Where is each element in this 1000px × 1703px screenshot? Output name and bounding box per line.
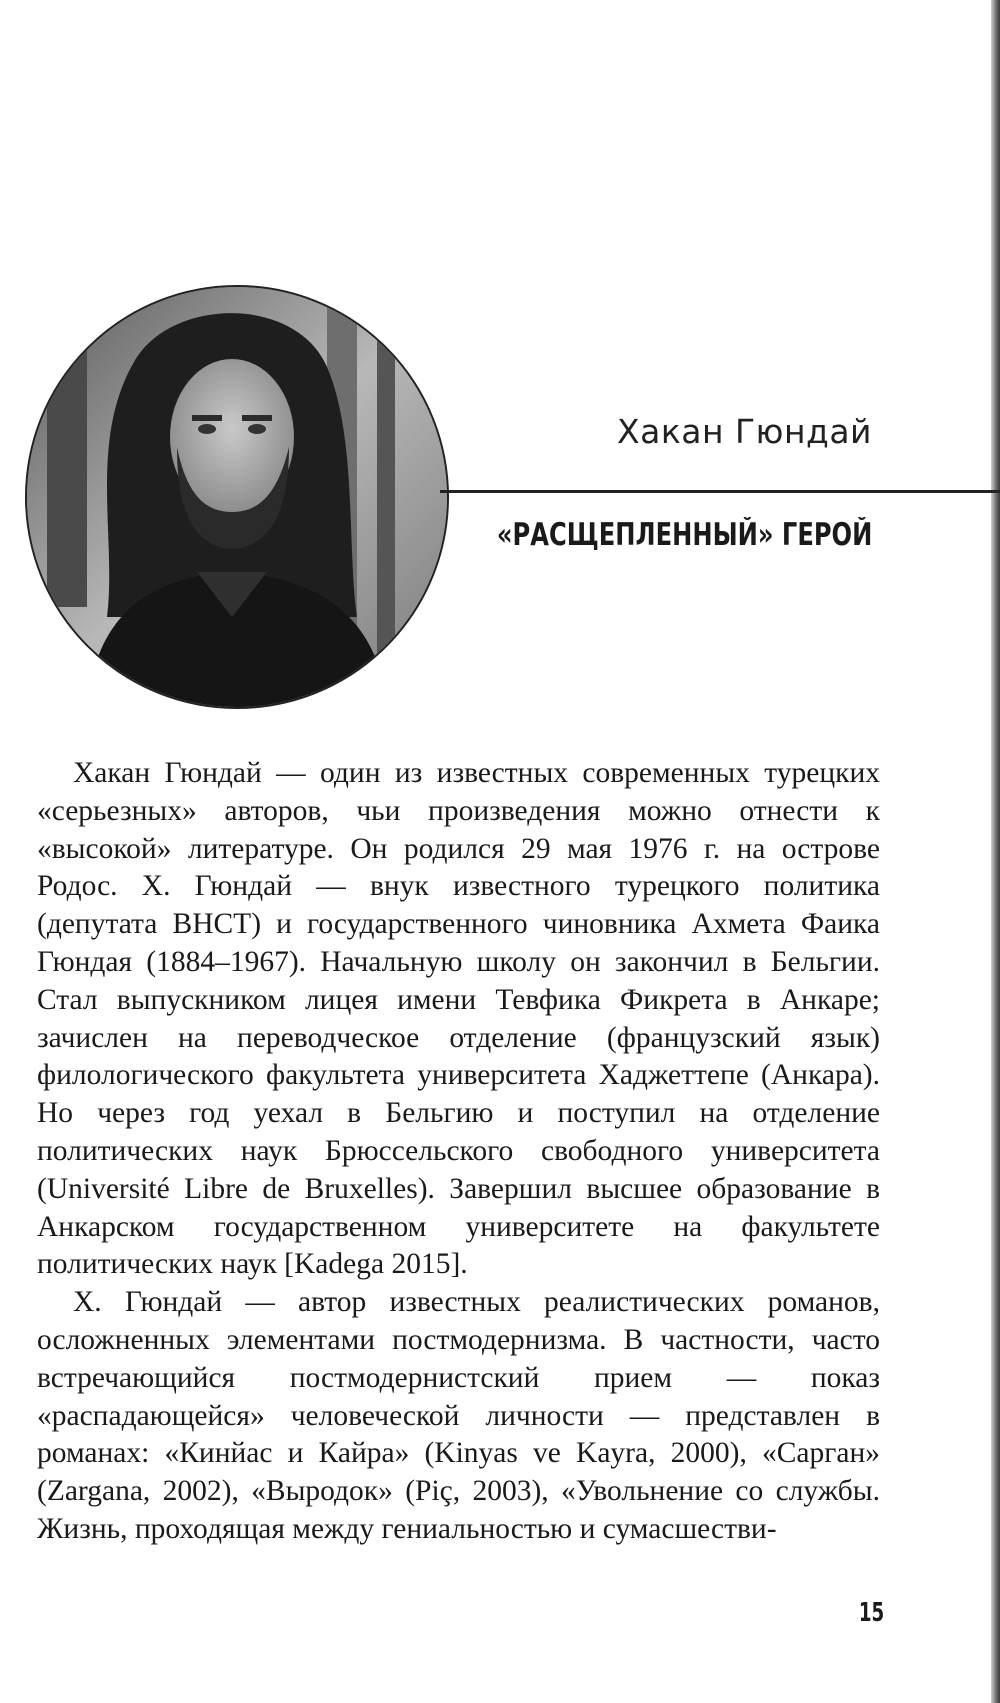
- article-title: «РАСЩЕПЛЕННЫЙ» ГЕРОЙ: [496, 517, 872, 553]
- article-body: [37, 755, 880, 1549]
- author-portrait-photo: [27, 287, 447, 707]
- author-name: Хакан Гюндай: [616, 412, 872, 451]
- paragraph: Х. Гюндай — автор известных реалистических романов, осложненных элементами постмодернизма. В частности, часто встречающийся постмодернистский прием — показ «распадающейся» человеческой личности — представлен в романах: «Кинйас и Кайра» (Kinyas ve Kayra, 2000), «Сарган» (Zargana, 2002), «Выродок» (Piç, 2003), «Увольнение со службы. Жизнь, проходящая между гениальностью и сумасшестви-: [37, 1286, 880, 1545]
- paragraph: Хакан Гюндай — один из известных современных турецких «серьезных» авторов, чьи произведения можно отнести к «высокой» литературе. Он родился 29 мая 1976 г. на острове Родос. Х. Гюндай — внук известного турецкого политика (депутата ВНСТ) и государственного чиновника Ахмета Фаика Гюндая (1884–1967). Начальную школу он закончил в Бельгии. Стал выпускником лицея имени Тевфика Фикрета в Анкаре; зачислен на переводческое отделение (французский язык) филологического факультета университета Хаджеттепе (Анкара). Но через год уехал в Бельгию и поступил на отделение политических наук Брюссельского свободного университета (Université Libre de Bruxelles). Завершил высшее образование в Анкарском государственном университете на факультете политических наук [Kadega 2015].: [37, 757, 880, 1281]
- header-rule: [440, 490, 1000, 493]
- author-portrait: [25, 285, 449, 709]
- page-number: 15: [858, 1598, 884, 1628]
- page-edge-shadow: [991, 0, 1000, 1703]
